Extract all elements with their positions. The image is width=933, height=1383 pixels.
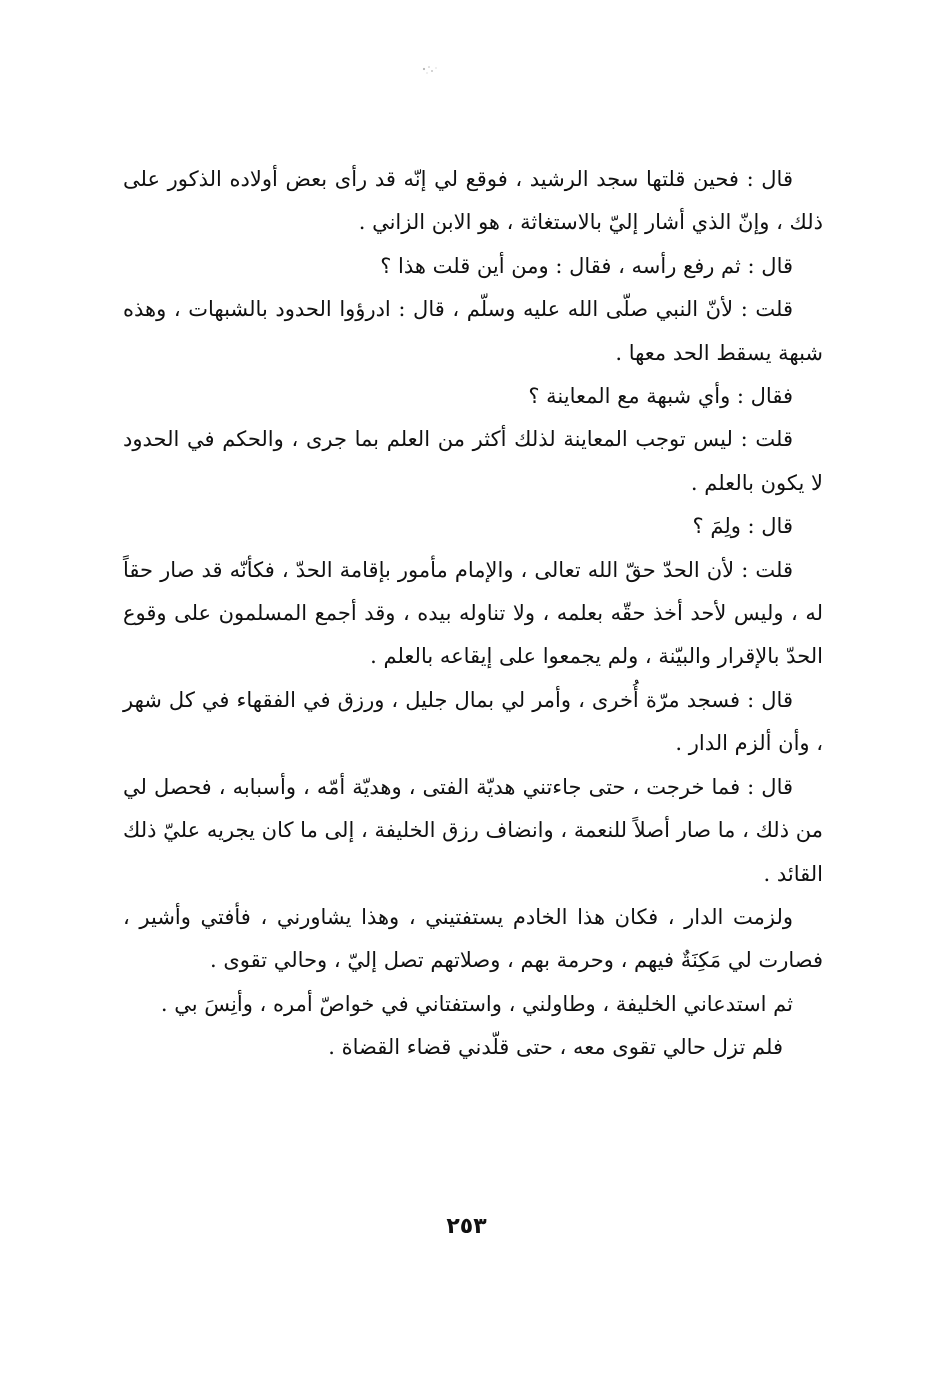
paragraph-witnessing-knowledge: قلت : ليس توجب المعاينة لذلك أكثر من العلم بما جرى ، والحكم في الحدود لا يكون بالعلم .: [123, 427, 823, 495]
paragraph-chief-judge: فلم تزل حالي تقوى معه ، حتى قلّدني قضاء القضاة .: [328, 1035, 783, 1060]
paragraph-raised-head: قال : ثم رفع رأسه ، فقال : ومن أين قلت هذا ؟: [380, 253, 793, 278]
page-number: ٢٥٣: [446, 1214, 487, 1239]
paper-speck-mark: [418, 60, 442, 78]
paragraph-rashid-prostrated: قال : فحين قلتها سجد الرشيد ، فوقع لي إنّه قد رأى بعض أولاده الذكور على ذلك ، وإنّ الذي أشار إليّ بالاستغاثة ، هو الابن الزاني .: [123, 167, 823, 235]
paragraph-caliph-summoned: ثم استدعاني الخليفة ، وطاولني ، واستفتاني في خواصّ أمره ، وأنِسَ بي .: [160, 991, 793, 1016]
paragraph-prostrated-again: قال : فسجد مرّة أُخرى ، وأمر لي بمال جليل ، ورزق في الفقهاء في كل شهر ، وأن ألزم الدار .: [123, 687, 823, 756]
paragraph-avert-hudud: قلت : لأنّ النبي صلّى الله عليه وسلّم ، قال : ادرؤوا الحدود بالشبهات ، وهذه شبهة يسقط الحد معها .: [123, 297, 823, 365]
paragraph-doubt-with-witnessing: فقال : وأي شبهة مع المعاينة ؟: [528, 384, 793, 409]
paragraph-right-of-god: قلت : لأن الحدّ حقّ الله تعالى ، والإمام مأمور بإقامة الحدّ ، فكأنّه قد صار حقاً له ، وليس لأحد أخذ حقّه بعلمه ، ولا تناوله بيده ، وقد أجمع المسلمون على وقوع الحدّ بالإقرار والبيّنة ، ولم يجمعوا على إيقاعه بالعلم .: [123, 557, 823, 669]
page-text-body: [123, 158, 823, 1070]
paragraph-stayed-at-court: ولزمت الدار ، فكان هذا الخادم يستفتيني ، وهذا يشاورني ، فأفتي وأشير ، فصارت لي مَكِنَةٌ فيهم ، وحرمة بهم ، وصلاتهم تصل إليّ ، وحالي تقوى .: [123, 904, 823, 973]
paragraph-gifts-arrived: قال : فما خرجت ، حتى جاءتني هديّة الفتى ، وهديّة أمّه ، وأسبابه ، فحصل لي من ذلك ، ما صار أصلاً للنعمة ، وانضاف رزق الخليفة ، إلى ما كان يجريه عليّ ذلك القائد .: [123, 774, 823, 886]
paragraph-why: قال : ولِمَ ؟: [692, 514, 793, 539]
